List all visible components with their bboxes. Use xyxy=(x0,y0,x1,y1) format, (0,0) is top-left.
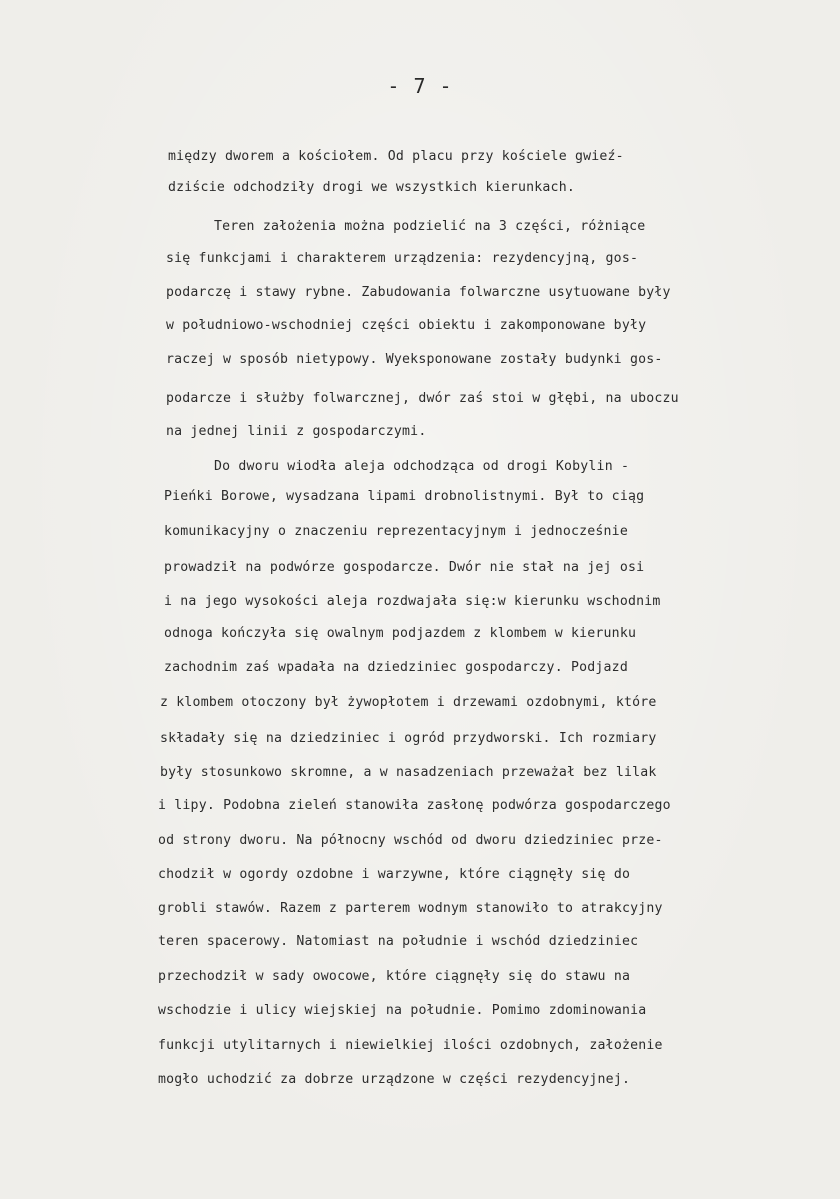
text-line: podarcze i służby folwarcznej, dwór zaś stoi w głębi, na uboczu xyxy=(166,391,679,406)
text-line: mogło uchodzić za dobrze urządzone w części rezydencyjnej. xyxy=(158,1072,631,1087)
text-line: prowadził na podwórze gospodarcze. Dwór nie stał na jej osi xyxy=(164,560,645,575)
text-line: Do dworu wiodła aleja odchodząca od drogi Kobylin - xyxy=(214,459,630,474)
text-line: były stosunkowo skromne, a w nasadzeniach przeważał bez lilak xyxy=(160,765,657,780)
text-line: się funkcjami i charakterem urządzenia: rezydencyjną, gos- xyxy=(166,251,639,266)
text-line: zachodnim zaś wpadała na dziedziniec gospodarczy. Podjazd xyxy=(164,660,628,675)
text-line: od strony dworu. Na północny wschód od dworu dziedziniec prze- xyxy=(158,833,663,848)
text-line: składały się na dziedziniec i ogród przydworski. Ich rozmiary xyxy=(160,731,657,746)
text-line: wschodzie i ulicy wiejskiej na południe. Pomimo zdominowania xyxy=(158,1003,647,1018)
text-line: dziście odchodziły drogi we wszystkich kierunkach. xyxy=(168,180,575,195)
text-line: w południowo-wschodniej części obiektu i zakomponowane były xyxy=(166,318,647,333)
text-line: chodził w ogordy ozdobne i warzywne, które ciągnęły się do xyxy=(158,867,631,882)
text-line: teren spacerowy. Natomiast na południe i wschód dziedziniec xyxy=(158,934,639,949)
text-line: funkcji utylitarnych i niewielkiej ilości ozdobnych, założenie xyxy=(158,1038,663,1053)
text-line: raczej w sposób nietypowy. Wyeksponowane zostały budynki gos- xyxy=(166,352,663,367)
text-line: na jednej linii z gospodarczymi. xyxy=(166,424,427,439)
text-line: przechodził w sady owocowe, które ciągnęły się do stawu na xyxy=(158,969,631,984)
text-line: z klombem otoczony był żywopłotem i drzewami ozdobnymi, które xyxy=(160,695,657,710)
text-line: odnoga kończyła się owalnym podjazdem z klombem w kierunku xyxy=(164,626,637,641)
text-line: komunikacyjny o znaczeniu reprezentacyjnym i jednocześnie xyxy=(164,524,628,539)
text-line: podarczę i stawy rybne. Zabudowania folwarczne usytuowane były xyxy=(166,285,671,300)
text-line: i lipy. Podobna zieleń stanowiła zasłonę podwórza gospodarczego xyxy=(158,798,671,813)
text-line: Pieńki Borowe, wysadzana lipami drobnolistnymi. Był to ciąg xyxy=(164,489,645,504)
text-line: grobli stawów. Razem z parterem wodnym stanowiło to atrakcyjny xyxy=(158,901,663,916)
text-line: Teren założenia można podzielić na 3 części, różniące xyxy=(214,219,646,234)
text-line: między dworem a kościołem. Od placu przy kościele gwieź- xyxy=(168,149,624,164)
page-number: - 7 - xyxy=(387,74,453,98)
text-line: i na jego wysokości aleja rozdwajała się:w kierunku wschodnim xyxy=(164,594,661,609)
